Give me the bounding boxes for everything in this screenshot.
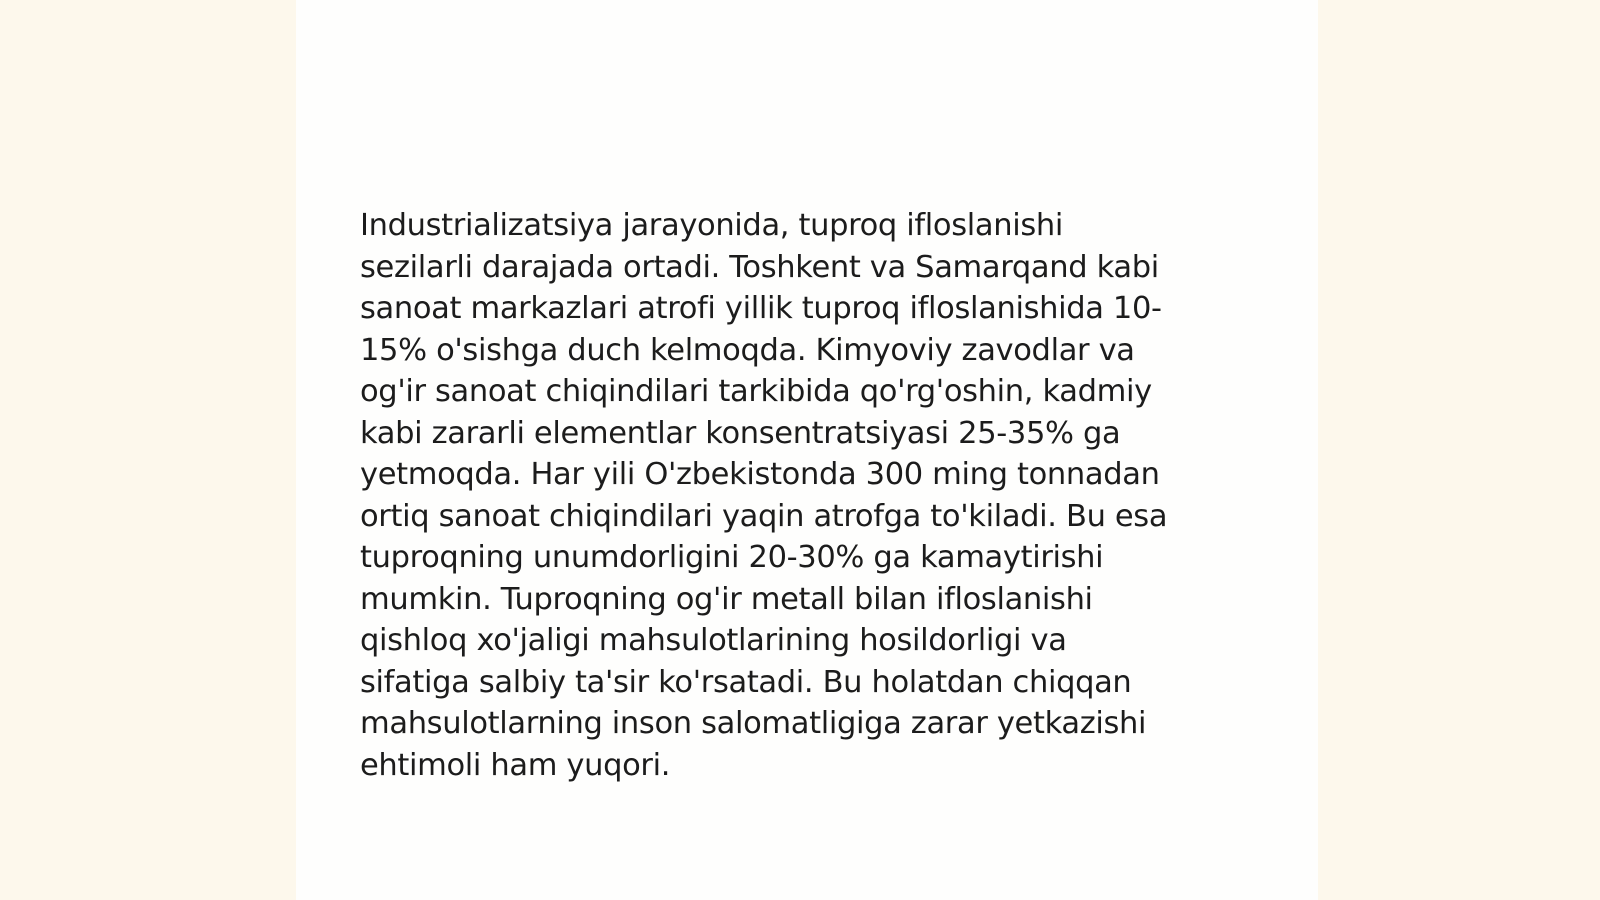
paragraph-line: mahsulotlarning inson salomatligiga zarar yetkazishi (360, 706, 1147, 741)
paragraph-line: sanoat markazlari atrofi yillik tuproq ifloslanishida 10- (360, 291, 1162, 326)
paragraph-line: Industrializatsiya jarayonida, tuproq ifloslanishi (360, 208, 1063, 243)
document-page (296, 0, 1318, 900)
paragraph-line: kabi zararli elementlar konsentratsiyasi 25-35% ga (360, 415, 1121, 451)
paragraph-line: yetmoqda. Har yili O'zbekistonda 300 ming tonnadan (360, 457, 1160, 492)
paragraph (360, 205, 1250, 786)
paragraph-line: mumkin. Tuproqning og'ir metall bilan ifloslanishi (360, 581, 1093, 617)
paragraph-line: sezilarli darajada ortadi. Toshkent va Samarqand kabi (360, 249, 1159, 285)
paragraph-line: og'ir sanoat chiqindilari tarkibida qo'rg'oshin, kadmiy (360, 374, 1152, 409)
paragraph-line: sifatiga salbiy ta'sir ko'rsatadi. Bu holatdan chiqqan (360, 664, 1132, 700)
paragraph-line: tuproqning unumdorligini 20-30% ga kamaytirishi (360, 540, 1104, 575)
paragraph-line: ortiq sanoat chiqindilari yaqin atrofga to'kiladi. Bu esa (360, 498, 1168, 534)
paragraph-line: qishloq xo'jaligi mahsulotlarining hosildorligi va (360, 623, 1067, 658)
paragraph-line: ehtimoli ham yuqori. (360, 747, 671, 783)
paragraph-line: 15% o'sishga duch kelmoqda. Kimyoviy zavodlar va (360, 332, 1135, 368)
